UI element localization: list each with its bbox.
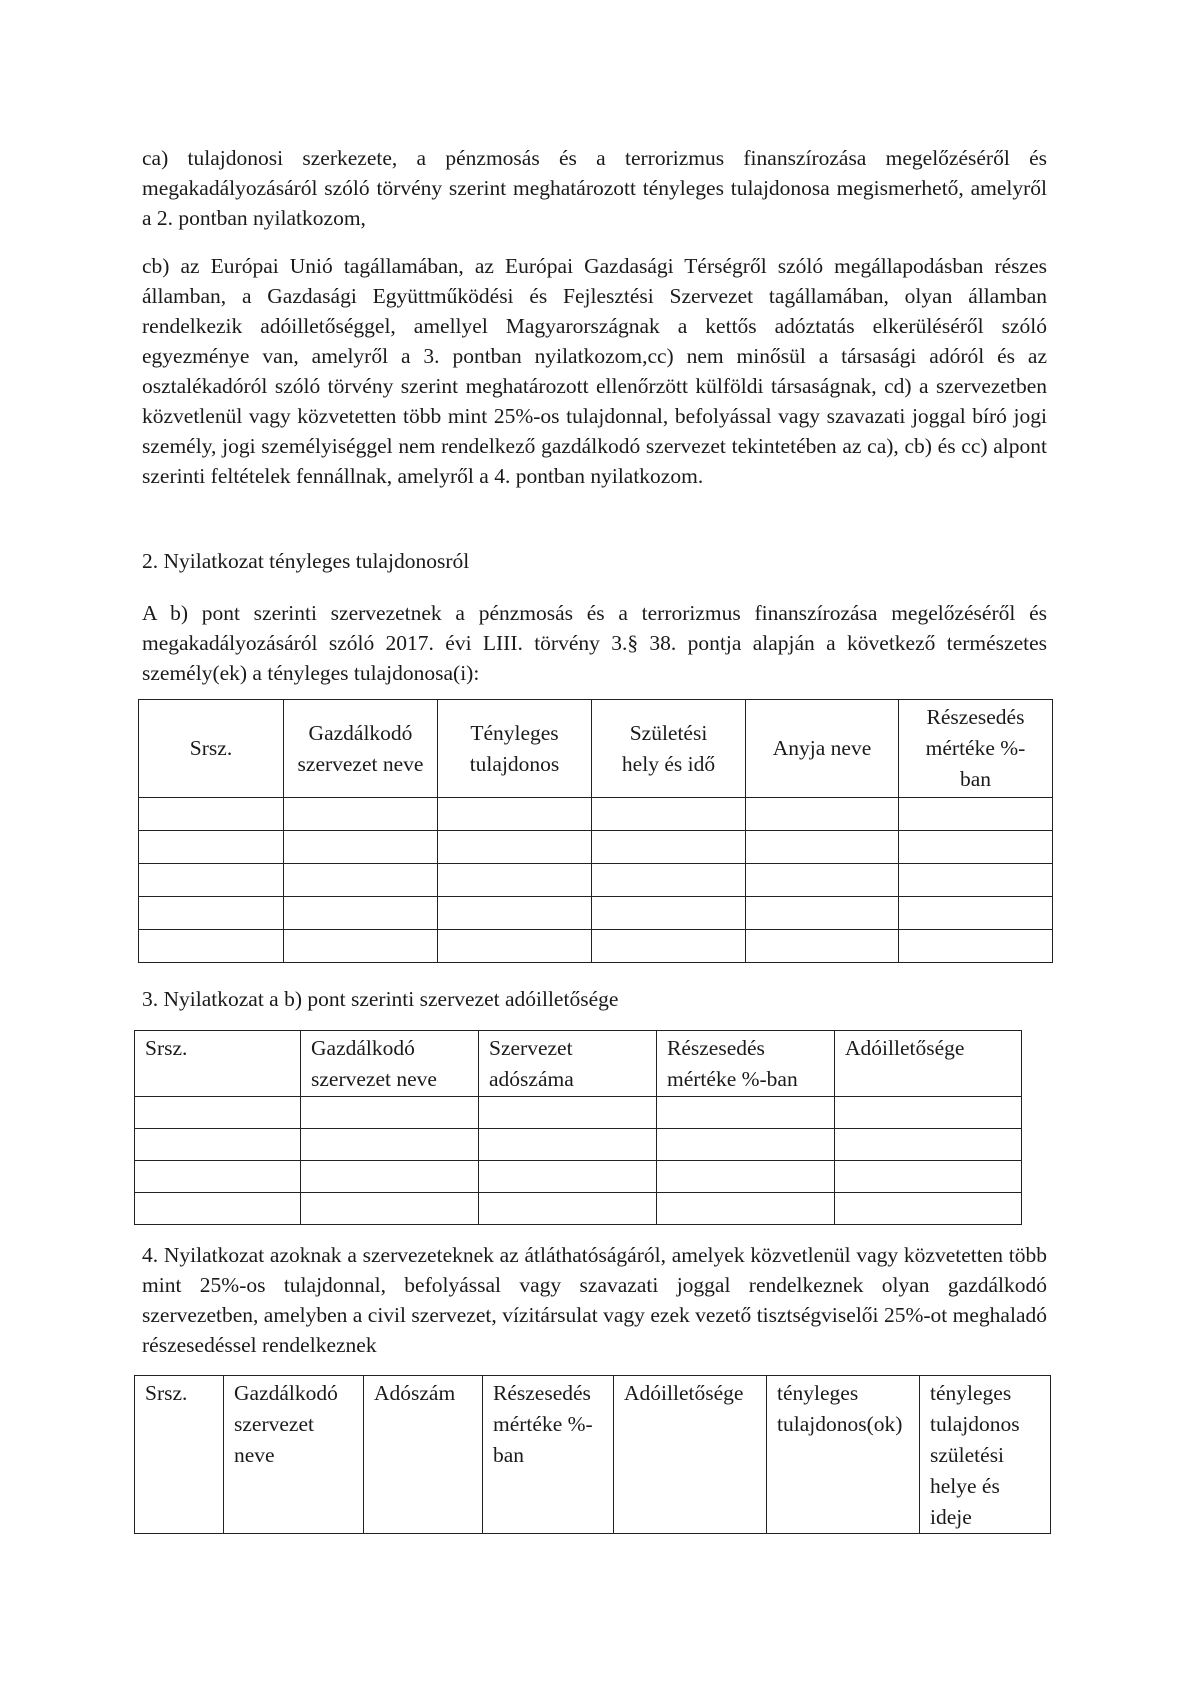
table-cell[interactable] bbox=[746, 831, 899, 864]
table-cell[interactable] bbox=[835, 1193, 1022, 1225]
table-cell[interactable] bbox=[284, 798, 438, 831]
table-header-row bbox=[139, 700, 1053, 798]
table-row bbox=[139, 930, 1053, 963]
table-cell[interactable] bbox=[746, 864, 899, 897]
table-cell[interactable] bbox=[592, 897, 746, 930]
table-cell[interactable] bbox=[135, 1193, 301, 1225]
column-header: Srsz. bbox=[139, 700, 284, 798]
section-2-intro: A b) pont szerinti szervezetnek a pénzmosás és a terrorizmus finanszírozása megelőzéséről és megakadályozásáról szóló 2017. évi LIII. törvény 3.§ 38. pontja alapján a következő természetes személy(ek) a tényleges tulajdonosa(i): bbox=[142, 601, 1047, 685]
table-header-row bbox=[135, 1376, 1051, 1534]
column-header: Tényleges tulajdonos bbox=[438, 700, 592, 798]
table-row bbox=[135, 1097, 1022, 1129]
column-header: Szervezet adószáma bbox=[479, 1031, 657, 1097]
table-cell[interactable] bbox=[592, 831, 746, 864]
table-cell[interactable] bbox=[657, 1193, 835, 1225]
table-cell[interactable] bbox=[139, 930, 284, 963]
table-cell[interactable] bbox=[746, 897, 899, 930]
table-cell[interactable] bbox=[479, 1097, 657, 1129]
table-cell[interactable] bbox=[301, 1097, 479, 1129]
column-header: tényleges tulajdonos születési helye és ideje bbox=[920, 1376, 1051, 1534]
table-cell[interactable] bbox=[479, 1161, 657, 1193]
table-cell[interactable] bbox=[135, 1129, 301, 1161]
column-header: Részesedés mértéke %-ban bbox=[483, 1376, 614, 1534]
table-cell[interactable] bbox=[899, 831, 1053, 864]
table-cell[interactable] bbox=[899, 897, 1053, 930]
table-cell[interactable] bbox=[438, 831, 592, 864]
table-cell[interactable] bbox=[479, 1129, 657, 1161]
table-cell[interactable] bbox=[284, 864, 438, 897]
table-row bbox=[139, 831, 1053, 864]
table-cell[interactable] bbox=[835, 1129, 1022, 1161]
tax-residency-table bbox=[134, 1030, 1022, 1225]
section-4-intro: 4. Nyilatkozat azoknak a szervezeteknek az átláthatóságáról, amelyek közvetlenül vagy közvetetten több mint 25%-os tulajdonnal, befolyással vagy szavazati joggal rendelkeznek olyan gazdálkodó szervezetben, amelyben a civil szervezet, vízitársulat vagy ezek vezető tisztségviselői 25%-ot meghaladó részesedéssel rendelkeznek bbox=[142, 1243, 1047, 1357]
column-header: Adóilletősége bbox=[835, 1031, 1022, 1097]
table-cell[interactable] bbox=[835, 1097, 1022, 1129]
table-cell[interactable] bbox=[301, 1193, 479, 1225]
table-header-row bbox=[135, 1031, 1022, 1097]
section-2-heading: 2. Nyilatkozat tényleges tulajdonosról bbox=[142, 549, 470, 573]
table-cell[interactable] bbox=[746, 798, 899, 831]
table-cell[interactable] bbox=[835, 1161, 1022, 1193]
transparency-table bbox=[134, 1375, 1051, 1534]
beneficial-owner-table bbox=[138, 699, 1053, 963]
paragraph-cb: cb) az Európai Unió tagállamában, az Európai Gazdasági Térségről szóló megállapodásban részes államban, a Gazdasági Együttműködési és Fejlesztési Szervezet tagállamában, olyan államban rendelkezik adóilletőséggel, amellyel Magyarországnak a kettős adóztatás elkerüléséről szóló egyezménye van, amelyről a 3. pontban nyilatkozom,cc) nem minősül a társasági adóról és az osztalékadóról szóló törvény szerint meghatározott ellenőrzött külföldi társaságnak, cd) a szervezetben közvetlenül vagy közvetetten több mint 25%-os tulajdonnal, befolyással vagy szavazati joggal bíró jogi személy, jogi személyiséggel nem rendelkező gazdálkodó szervezet tekintetében az ca), cb) és cc) alpont szerinti feltételek fennállnak, amelyről a 4. pontban nyilatkozom. bbox=[142, 254, 1047, 488]
table-row bbox=[139, 864, 1053, 897]
table-cell[interactable] bbox=[657, 1161, 835, 1193]
table-cell[interactable] bbox=[438, 897, 592, 930]
table-cell[interactable] bbox=[438, 864, 592, 897]
column-header: Srsz. bbox=[135, 1376, 224, 1534]
table-cell[interactable] bbox=[284, 930, 438, 963]
column-header: Születési hely és idő bbox=[592, 700, 746, 798]
column-header: Adószám bbox=[364, 1376, 483, 1534]
table-cell[interactable] bbox=[139, 897, 284, 930]
table-cell[interactable] bbox=[301, 1161, 479, 1193]
table-row bbox=[139, 798, 1053, 831]
table-cell[interactable] bbox=[301, 1129, 479, 1161]
table-cell[interactable] bbox=[657, 1129, 835, 1161]
paragraph-ca: ca) tulajdonosi szerkezete, a pénzmosás és a terrorizmus finanszírozása megelőzéséről és megakadályozásáról szóló törvény szerint meghatározott tényleges tulajdonosa megismerhető, amelyről a 2. pontban nyilatkozom, bbox=[142, 146, 1047, 230]
table-cell[interactable] bbox=[438, 798, 592, 831]
table-cell[interactable] bbox=[592, 798, 746, 831]
table-cell[interactable] bbox=[139, 864, 284, 897]
table-cell[interactable] bbox=[438, 930, 592, 963]
column-header: Részesedés mértéke %-ban bbox=[899, 700, 1053, 798]
table-row bbox=[135, 1193, 1022, 1225]
column-header: Gazdálkodó szervezet neve bbox=[301, 1031, 479, 1097]
table-cell[interactable] bbox=[139, 831, 284, 864]
table-cell[interactable] bbox=[899, 864, 1053, 897]
column-header: Részesedés mértéke %-ban bbox=[657, 1031, 835, 1097]
column-header: Gazdálkodó szervezet neve bbox=[284, 700, 438, 798]
table-cell[interactable] bbox=[139, 798, 284, 831]
table-row bbox=[135, 1161, 1022, 1193]
column-header: Srsz. bbox=[135, 1031, 301, 1097]
column-header: Anyja neve bbox=[746, 700, 899, 798]
table-cell[interactable] bbox=[899, 930, 1053, 963]
table-cell[interactable] bbox=[284, 831, 438, 864]
table-cell[interactable] bbox=[592, 930, 746, 963]
table-cell[interactable] bbox=[135, 1097, 301, 1129]
section-3-heading: 3. Nyilatkozat a b) pont szerinti szervezet adóilletősége bbox=[142, 987, 619, 1011]
table-cell[interactable] bbox=[284, 897, 438, 930]
column-header: Gazdálkodó szervezet neve bbox=[224, 1376, 364, 1534]
table-cell[interactable] bbox=[479, 1193, 657, 1225]
table-cell[interactable] bbox=[592, 864, 746, 897]
column-header: Adóilletősége bbox=[614, 1376, 767, 1534]
column-header: tényleges tulajdonos(ok) bbox=[767, 1376, 920, 1534]
table-row bbox=[139, 897, 1053, 930]
table-cell[interactable] bbox=[746, 930, 899, 963]
table-cell[interactable] bbox=[135, 1161, 301, 1193]
table-row bbox=[135, 1129, 1022, 1161]
table-cell[interactable] bbox=[657, 1097, 835, 1129]
table-cell[interactable] bbox=[899, 798, 1053, 831]
